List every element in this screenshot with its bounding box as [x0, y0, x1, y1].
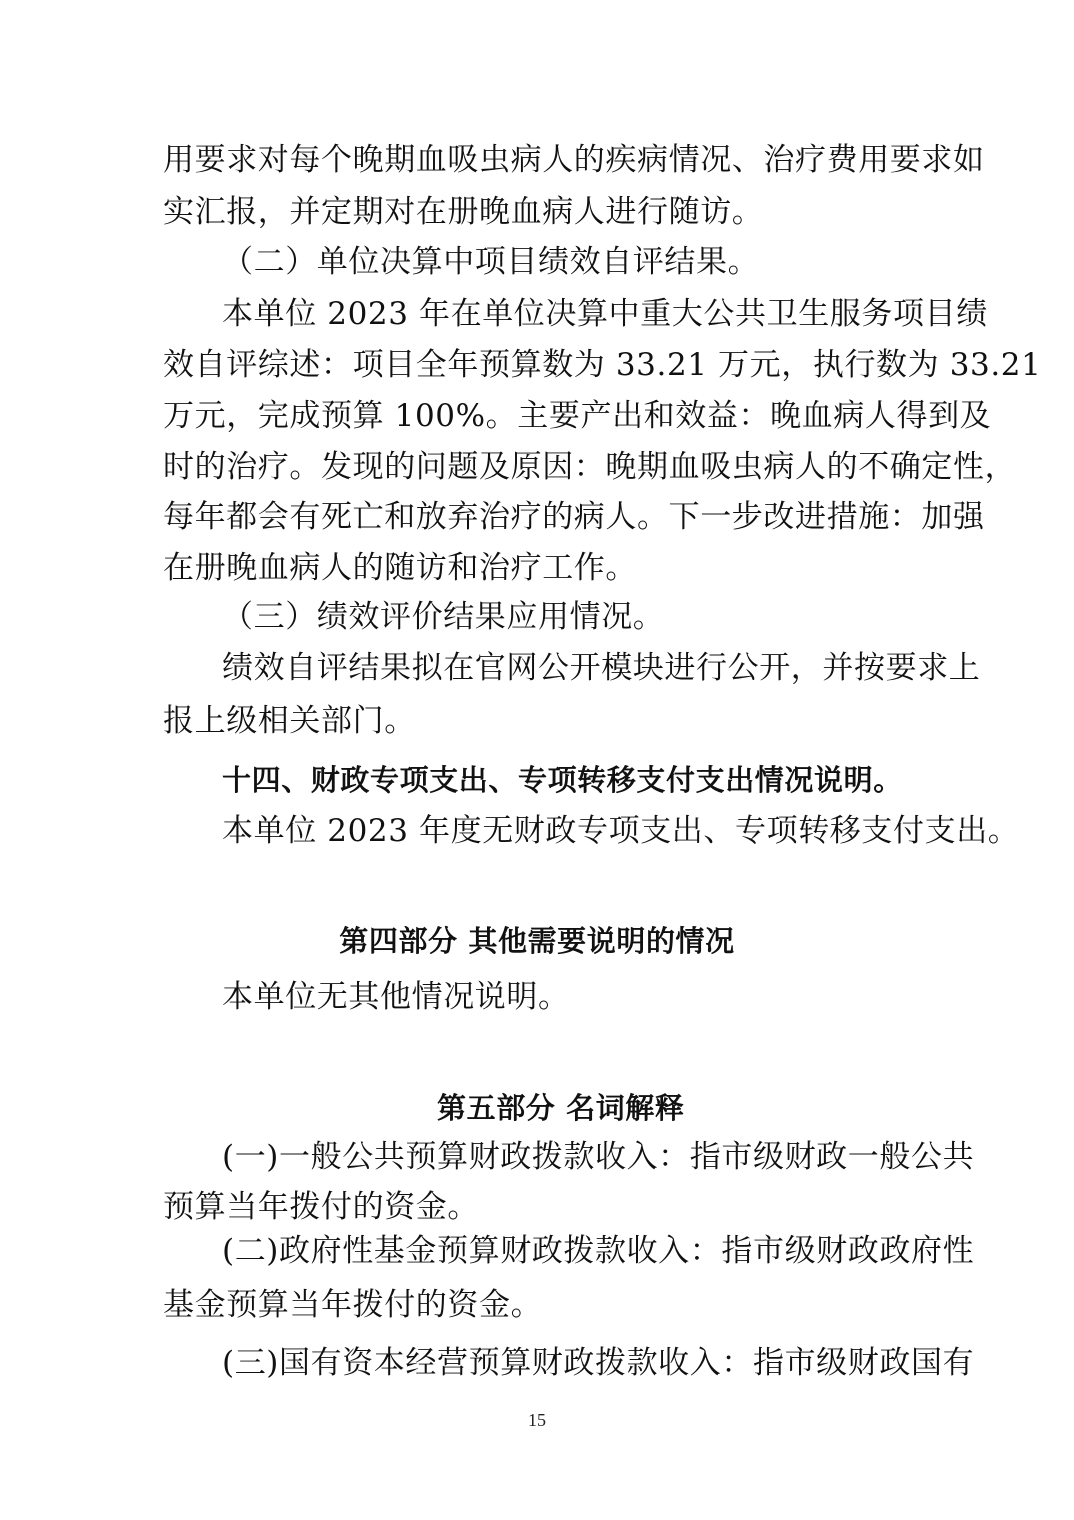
section-14-heading: 十四、财政专项支出、专项转移支付支出情况说明。 [222, 763, 903, 797]
term-1-line-1: (一)一般公共预算财政拨款收入：指市级财政一般公共 [222, 1139, 975, 1175]
part-5-heading: 第五部分 名词解释 [437, 1091, 685, 1125]
term-1-line-2: 预算当年拨付的资金。 [163, 1189, 479, 1225]
paragraph-3-line-1: 绩效自评结果拟在官网公开模块进行公开，并按要求上 [222, 650, 981, 686]
paragraph-2-line-1: 本单位 2023 年在单位决算中重大公共卫生服务项目绩 [222, 296, 988, 332]
paragraph-1-line-2: 实汇报，并定期对在册晚血病人进行随访。 [163, 194, 764, 230]
section-14-text: 本单位 2023 年度无财政专项支出、专项转移支付支出。 [222, 813, 1020, 849]
part-4-heading: 第四部分 其他需要说明的情况 [339, 924, 735, 958]
term-2-line-2: 基金预算当年拨付的资金。 [163, 1287, 543, 1323]
paragraph-2-line-3: 万元，完成预算 100%。主要产出和效益：晚血病人得到及 [163, 398, 992, 434]
page-number: 15 [528, 1410, 546, 1430]
paragraph-2-line-4: 时的治疗。发现的问题及原因：晚期血吸虫病人的不确定性， [163, 449, 1017, 485]
paragraph-3-line-2: 报上级相关部门。 [163, 703, 416, 739]
part-4-text: 本单位无其他情况说明。 [222, 979, 570, 1015]
subheading-2: （二）单位决算中项目绩效自评结果。 [222, 244, 760, 280]
term-2-line-1: (二)政府性基金预算财政拨款收入：指市级财政政府性 [222, 1233, 975, 1269]
subheading-3: （三）绩效评价结果应用情况。 [222, 599, 665, 635]
paragraph-2-line-5: 每年都会有死亡和放弃治疗的病人。下一步改进措施：加强 [163, 499, 985, 535]
paragraph-1-line-1: 用要求对每个晚期血吸虫病人的疾病情况、治疗费用要求如 [163, 142, 985, 178]
paragraph-2-line-2: 效自评综述：项目全年预算数为 33.21 万元，执行数为 33.21 [163, 347, 1042, 383]
term-3-line-1: (三)国有资本经营预算财政拨款收入：指市级财政国有 [222, 1345, 975, 1381]
paragraph-2-line-6: 在册晚血病人的随访和治疗工作。 [163, 550, 637, 586]
